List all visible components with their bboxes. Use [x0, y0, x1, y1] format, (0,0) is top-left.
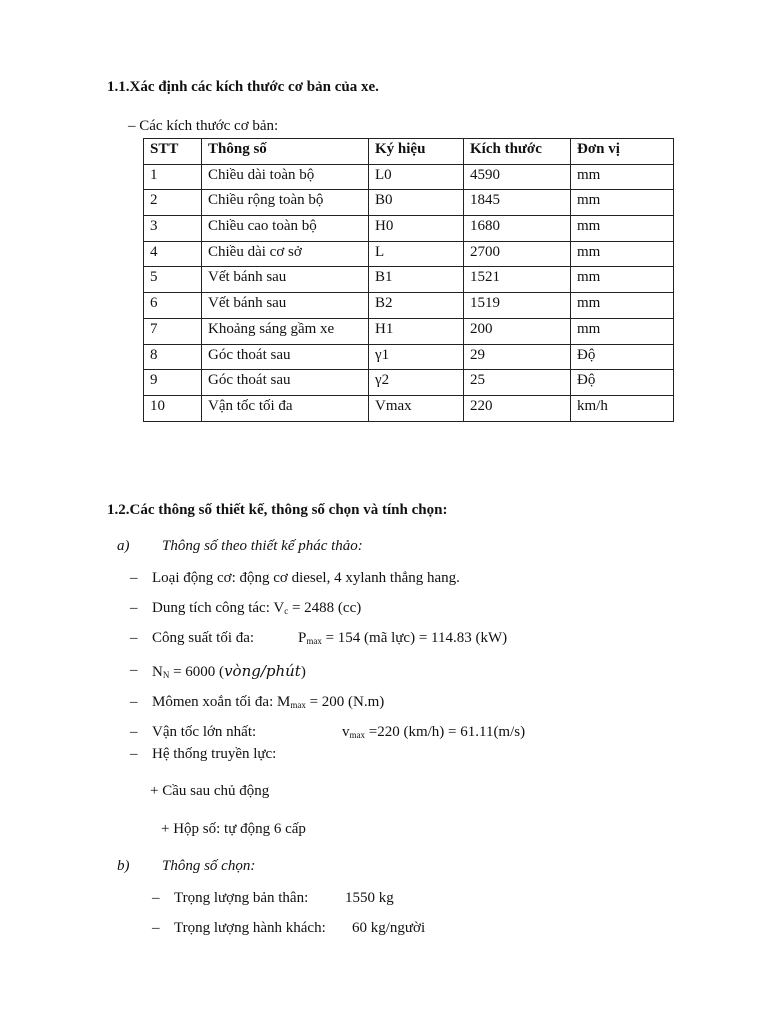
table-cell: 1521 — [464, 267, 571, 293]
vmax-label: Vận tốc lớn nhất: — [152, 724, 257, 740]
table-cell: 25 — [464, 370, 571, 396]
col-header: Ký hiệu — [369, 139, 464, 165]
table-row — [144, 370, 674, 396]
power-label: Công suất tối đa: — [152, 630, 255, 646]
table-cell: mm — [571, 241, 674, 267]
table-cell: 5 — [144, 267, 202, 293]
table-cell: γ2 — [369, 370, 464, 396]
table-cell: 10 — [144, 395, 202, 421]
table-cell: 6 — [144, 293, 202, 319]
table-cell: Vmax — [369, 395, 464, 421]
table-cell: Khoảng sáng gầm xe — [202, 318, 369, 344]
gearbox: + Hộp số: tự động 6 cấp — [161, 821, 306, 837]
table-cell: 7 — [144, 318, 202, 344]
bullet-dash: – — [130, 694, 138, 710]
table-cell: 1845 — [464, 190, 571, 216]
table-cell: 200 — [464, 318, 571, 344]
table-cell: Vận tốc tối đa — [202, 395, 369, 421]
table-cell: mm — [571, 164, 674, 190]
table-cell: B1 — [369, 267, 464, 293]
table-cell: B0 — [369, 190, 464, 216]
table-cell: 2 — [144, 190, 202, 216]
table-cell: mm — [571, 190, 674, 216]
table-row — [144, 293, 674, 319]
table-header-row — [144, 139, 674, 165]
table-cell: Chiều cao toàn bộ — [202, 216, 369, 242]
table-cell: mm — [571, 216, 674, 242]
bullet-dash: – — [130, 724, 138, 740]
table-cell: 9 — [144, 370, 202, 396]
bullet-dash: – — [130, 662, 138, 678]
vmax-value: $v_{max} =220$ (km/h) = 61.11(m/s) — [342, 724, 526, 740]
subsection-a-title: Thông số theo thiết kế phác thảo: — [162, 538, 363, 554]
table-cell: Góc thoát sau — [202, 344, 369, 370]
curb-weight-value: 1550 kg — [345, 890, 394, 906]
engine-type: Loại động cơ: động cơ diesel, 4 xylanh thẳng hang. — [152, 570, 460, 586]
table-cell: L — [369, 241, 464, 267]
table-cell: 8 — [144, 344, 202, 370]
table-cell: Vết bánh sau — [202, 267, 369, 293]
table-cell: Độ — [571, 370, 674, 396]
table-cell: Vết bánh sau — [202, 293, 369, 319]
table-body — [144, 164, 674, 421]
table-cell: γ1 — [369, 344, 464, 370]
table-cell: 2700 — [464, 241, 571, 267]
passenger-weight-label: Trọng lượng hành khách: — [174, 920, 326, 936]
table-row — [144, 241, 674, 267]
table-cell: H1 — [369, 318, 464, 344]
bullet-dash: – — [152, 890, 160, 906]
col-header: STT — [144, 139, 202, 165]
table-row — [144, 318, 674, 344]
table-cell: B2 — [369, 293, 464, 319]
drivetrain-label: Hệ thống truyền lực: — [152, 746, 277, 762]
bullet-dash: – — [130, 570, 138, 586]
table-cell: Chiều rộng toàn bộ — [202, 190, 369, 216]
table-cell: L0 — [369, 164, 464, 190]
section-2-heading: 1.2.Các thông số thiết kế, thông số chọn và tính chọn: — [107, 502, 448, 518]
table-cell: Chiều dài cơ sở — [202, 241, 369, 267]
table-cell: 1519 — [464, 293, 571, 319]
table-row — [144, 395, 674, 421]
table-cell: 1 — [144, 164, 202, 190]
table-cell: Góc thoát sau — [202, 370, 369, 396]
bullet-dash: – — [152, 920, 160, 936]
col-header: Thông số — [202, 139, 369, 165]
rear-axle-drive: + Cầu sau chủ động — [150, 783, 270, 799]
table-cell: mm — [571, 318, 674, 344]
table-cell: mm — [571, 267, 674, 293]
max-torque: Mômen xoắn tối đa: $M_{max} = 200$ (N.m) — [152, 694, 385, 710]
bullet-dash: – — [130, 746, 138, 762]
table-cell: 4590 — [464, 164, 571, 190]
subsection-b-marker: b) — [117, 858, 130, 874]
table-cell: Chiều dài toàn bộ — [202, 164, 369, 190]
table-cell: Độ — [571, 344, 674, 370]
col-header: Kích thước — [464, 139, 571, 165]
table-row — [144, 267, 674, 293]
power-value: $P_{max} = 154$ (mã lực) = 114.83 (kW) — [298, 630, 508, 646]
table-row — [144, 190, 674, 216]
engine-speed: $N_N = 6000$ (vòng/phút) — [152, 662, 306, 680]
section-1-heading: 1.1.Xác định các kích thước cơ bản của xe. — [107, 79, 379, 95]
table-cell: 3 — [144, 216, 202, 242]
bullet-dash: – — [130, 630, 138, 646]
subsection-b-title: Thông số chọn: — [162, 858, 256, 874]
curb-weight-label: Trọng lượng bản thân: — [174, 890, 309, 906]
table-cell: mm — [571, 293, 674, 319]
table-row — [144, 164, 674, 190]
table-cell: 220 — [464, 395, 571, 421]
subsection-a-marker: a) — [117, 538, 130, 554]
table-cell: 1680 — [464, 216, 571, 242]
table-row — [144, 344, 674, 370]
dimensions-table — [143, 138, 674, 422]
table-cell: H0 — [369, 216, 464, 242]
table-row — [144, 216, 674, 242]
table-intro: – Các kích thước cơ bản: — [128, 118, 279, 134]
table-cell: 29 — [464, 344, 571, 370]
table-cell: km/h — [571, 395, 674, 421]
bullet-dash: – — [130, 600, 138, 616]
displacement: Dung tích công tác: $V_c = 2488$ (cc) — [152, 600, 362, 616]
table-cell: 4 — [144, 241, 202, 267]
passenger-weight-value: 60 kg/người — [352, 920, 426, 936]
col-header: Đơn vị — [571, 139, 674, 165]
